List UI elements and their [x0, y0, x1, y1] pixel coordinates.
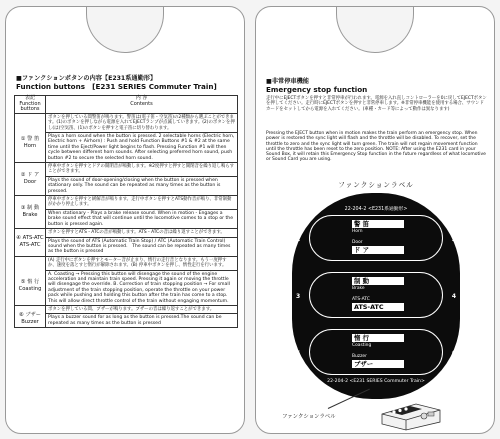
- section-title-en: Function buttons [E231 SERIES Commuter Train]: [16, 82, 217, 91]
- emergency-title-en: Emergency stop function: [266, 85, 368, 94]
- sound-box-illustration: [376, 400, 446, 432]
- hang-hole: [86, 7, 164, 53]
- table-row: [15, 229, 238, 237]
- panel-top-code: 22-204-2 <E231系通勤形>: [344, 207, 408, 212]
- panel-bottom-code: 22-204-2 <E231 SERIES Commuter Train>: [327, 379, 425, 384]
- table-header-row: [15, 96, 238, 114]
- function-button-pair-3-4: [296, 272, 456, 318]
- row-content-en: Plays a horn sound when the button is pressed. 2 selectable horns (Electric horn, Electric horn + Airhorn) : Push and hold Function Buttons #1 & #2 at the same time until the Eject/Power light begins to flash. Pressing Function #1 will then cycle between different horn sounds. After selecting preferred horn sound, push button #2 to secure the selected horn sound.: [46, 133, 238, 163]
- label-buzzer-jp: ブザー: [352, 360, 404, 368]
- button-number: 5: [296, 350, 301, 357]
- row-content-en: A. Coasting → Pressing this button will disengage the sound of the engine acceleration and maintain train speed. Pressing it again or moving the throttle will disengage the override. B. Correction of train stopping position → For small adjustment of the train stopping position, operate the throttle on your power pack while pushing and holding this button after the train has come to a stop. This will allow direct throttle control of the train without engaging momentum.: [46, 270, 238, 305]
- label-brake-jp: 制 動: [352, 277, 404, 285]
- row-label-jp: ③ 制 動: [20, 205, 40, 212]
- section-title-jp: ■ファンクションボタンの内容【E231系通勤形】: [16, 75, 157, 82]
- button-number: 1: [296, 236, 301, 243]
- row-content-jp: (A) 走行中にボタンを押すとモーター音が止まり、惰行の走行音となります。もう一度押すか、速度を落とすと惰行が解除されます。(B) 停車中ボタンを押し、惰性走行を行います。: [46, 256, 238, 270]
- table-row: [15, 163, 238, 177]
- button-number: 6: [451, 350, 456, 357]
- table-row: [15, 270, 238, 305]
- label-atsatc-en: ATS-ATC: [352, 297, 370, 302]
- table-row: [15, 196, 238, 210]
- row-label-en: Brake: [22, 212, 38, 219]
- function-label-title: ファンクションラベル: [338, 181, 414, 189]
- header-label: 表記 Function buttons: [15, 96, 46, 114]
- row-label-jp: ⑥ ブザー: [19, 311, 41, 318]
- function-button-pair-1-2: [296, 215, 456, 261]
- button-number: 2: [451, 236, 456, 243]
- row-label-en: Buzzer: [21, 318, 39, 325]
- emergency-text-jp: 走行中にEJECTボタンを押すと非常停車が行われます。電源を入れ直しコントローラーを0に戻してEJECTボタンを押してください。走行時にEJECTボタンを押すと非常停車します。※非常停車機能を使用する場合、サウンドカードをセットしてから電源を入れてください。(車種・カード等によって動作は異なります): [266, 96, 487, 112]
- row-content-jp: ボタンを押すとATS・ATCの音が鳴動します。ATS・ATCの音は繰り返すことができます。: [46, 229, 238, 237]
- function-label-panel: [292, 193, 460, 399]
- button-number: 3: [296, 293, 301, 300]
- function-button-pair-5-6: [296, 329, 456, 375]
- table-row: [15, 305, 238, 313]
- label-door-jp: ド ア: [352, 246, 404, 254]
- row-label-jp: ④ ATS-ATC: [16, 235, 44, 242]
- row-content-en: Plays the sound of ATS (Automatic Train Stop) / ATC (Automatic Train Control) sound when the button is pressed. The sound can be repeated as many times as the button is pressed: [46, 237, 238, 256]
- label-buzzer-en: Buzzer: [352, 354, 367, 359]
- label-brake-en: Brake: [352, 286, 365, 291]
- emergency-text-en: Pressing the EJECT button when in motion makes the train perform an emergency stop. When power is restored the sync light will flash and the throttle will be disabled. To recover, set the throttle to zero and the sync light will turn green. The train will not regain movement function until the throttle has been reset to the zero position. NOTE: After using the E231 card in your Sound Box, it will retain this Emergency Stop function in the future regardless of what locomotive or Sound Card you are using.: [266, 131, 486, 163]
- table-row: [15, 133, 238, 163]
- table-row: [15, 256, 238, 270]
- emergency-title-jp: ■非常停車機能: [266, 78, 309, 85]
- emergency-stop-card: [255, 6, 495, 434]
- function-buttons-card: [5, 6, 245, 434]
- table-row: [15, 237, 238, 256]
- row-label-en: Door: [23, 179, 37, 186]
- row-content-en: Plays the sound of door-opening/closing when the button is pressed when stationary only. The sound can be repeated as many times as the button is pressed.: [46, 176, 238, 195]
- label-atsatc-jp: ATS-ATC: [352, 303, 404, 311]
- row-label-jp: ⑤ 惰 行: [20, 278, 40, 285]
- row-content-jp: ボタンを押している間警笛が鳴ります。警笛は(電子笛・空気笛)の2種類から選ぶことができます。(1)のボタンを押しながら電源を入れてEJECTランプが点滅していきます。(2)のボタンを押し(は)空気笛、(1)のボタンを押すと電子笛に切り替わります。: [46, 113, 238, 132]
- function-label-pointer-text: ファンクションラベル: [282, 414, 336, 420]
- label-horn-en: Horn: [352, 229, 363, 234]
- row-label-en: Coasting: [18, 285, 42, 292]
- label-coasting-jp: 惰 行: [352, 334, 404, 342]
- label-coasting-en: Coasting: [352, 343, 372, 348]
- row-content-jp: 停車中ボタンを押すとドアの開閉音が鳴動します。※2度押すと押すと開閉音を繰り返し鳴らすことができます。: [46, 163, 238, 177]
- row-label-jp: ① 警 笛: [20, 135, 40, 142]
- table-row: [15, 314, 238, 328]
- header-contents: 内 容 Contents: [46, 96, 238, 114]
- row-content-en: When stationary - Plays a brake release sound. When in motion - Engages a brake sound effect that will continue until the locomotive comes to a stop or the button is pressed again.: [46, 209, 238, 228]
- row-label-jp: ② ド ア: [20, 172, 40, 179]
- hang-hole: [336, 7, 414, 53]
- row-content-jp: 停車中ボタンを押すと緩解音が鳴ります。走行中ボタンを押すとATS動作音が鳴り、非常制動がかかり停止します。: [46, 196, 238, 210]
- label-horn-jp: 警 笛: [352, 220, 404, 228]
- table-row: [15, 209, 238, 228]
- button-number: 4: [451, 293, 456, 300]
- row-content-en: Plays a buzzer sound for as long as the button is pressed.The sound can be repeated as many times as the button is pressed: [46, 314, 238, 328]
- label-door-en: Door: [352, 240, 363, 245]
- table-row: [15, 113, 238, 132]
- row-label-en: ATS-ATC: [19, 242, 41, 249]
- function-table: [14, 95, 238, 328]
- row-content-jp: ボタンを押している間、ブザーが鳴ります。ブザーの音は繰り返すことができます。: [46, 305, 238, 313]
- table-row: [15, 176, 238, 195]
- row-label-en: Horn: [23, 142, 37, 149]
